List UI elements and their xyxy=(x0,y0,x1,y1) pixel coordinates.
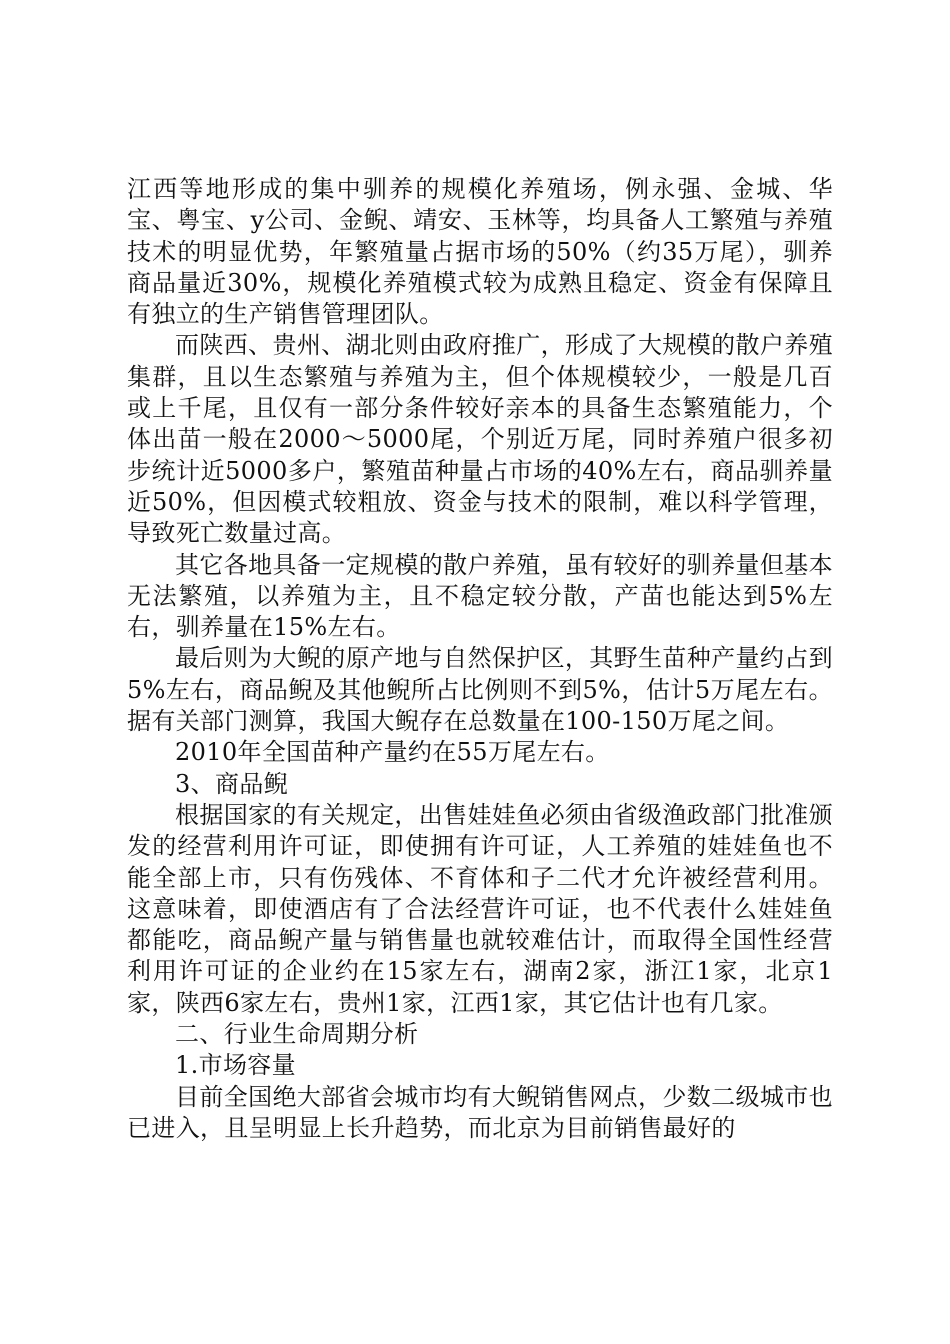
paragraph-continuation: 江西等地形成的集中驯养的规模化养殖场，例永强、金城、华宝、粤宝、y公司、金鲵、靖安、玉林等，均具备人工繁殖与养殖技术的明显优势，年繁殖量占据市场的50%（约35万尾），驯养商品量近30%，规模化养殖模式较为成熟且稳定、资金有保障且有独立的生产销售管理团队。 xyxy=(127,175,833,329)
heading-market-capacity: 1.市场容量 xyxy=(175,1051,296,1080)
heading-commercial-salamander: 3、商品鲵 xyxy=(175,769,289,798)
paragraph-origin-reserves: 最后则为大鲵的原产地与自然保护区，其野生苗种产量约占到5%左右，商品鲵及其他鲵所占比例则不到5%，估计5万尾左右。据有关部门测算，我国大鲵存在总数量在100-150万尾之间。 xyxy=(127,644,833,736)
paragraph-shaanxi-guizhou-hubei: 而陕西、贵州、湖北则由政府推广，形成了大规模的散户养殖集群，且以生态繁殖与养殖为主，但个体规模较少，一般是几百或上千尾，且仅有一部分条件较好亲本的具备生态繁殖能力，个体出苗一般在2000～5000尾，个别近万尾，同时养殖户很多初步统计近5000多户，繁殖苗种量占市场的40%左右，商品驯养量近50%，但因模式较粗放、资金与技术的限制，难以科学管理，导致死亡数量过高。 xyxy=(127,331,833,548)
heading-industry-lifecycle: 二、行业生命周期分析 xyxy=(175,1020,419,1049)
paragraph-regulations: 根据国家的有关规定，出售娃娃鱼必须由省级渔政部门批准颁发的经营利用许可证，即使拥有许可证，人工养殖的娃娃鱼也不能全部上市，只有伤残体、不育体和子二代才允许被经营利用。这意味着，即使酒店有了合法经营许可证，也不代表什么娃娃鱼都能吃，商品鲵产量与销售量也就较难估计，而取得全国性经营利用许可证的企业约在15家左右，湖南2家，浙江1家，北京1家，陕西6家左右，贵州1家，江西1家，其它估计也有几家。 xyxy=(127,800,833,1017)
document-body xyxy=(127,174,833,1144)
paragraph-2010-output: 2010年全国苗种产量约在55万尾左右。 xyxy=(175,738,610,767)
paragraph-market-coverage: 目前全国绝大部省会城市均有大鲵销售网点，少数二级城市也已进入，且呈明显上长升趋势，而北京为目前销售最好的 xyxy=(127,1082,833,1142)
paragraph-other-regions: 其它各地具备一定规模的散户养殖，虽有较好的驯养量但基本无法繁殖，以养殖为主，且不稳定较分散，产苗也能达到5%左右，驯养量在15%左右。 xyxy=(127,550,833,642)
